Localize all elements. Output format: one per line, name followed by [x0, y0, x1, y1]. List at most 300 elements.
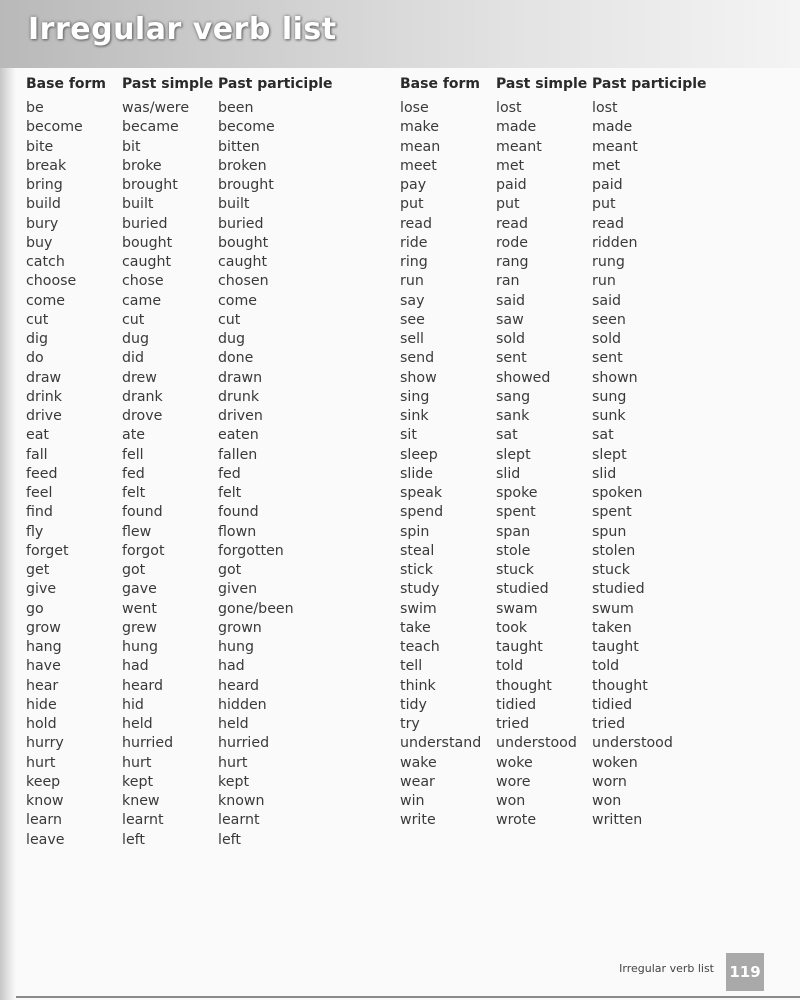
- past-simple-cell: became: [122, 119, 179, 136]
- base-form-cell: become: [26, 119, 83, 136]
- table-row: [26, 234, 328, 253]
- past-simple-cell: thought: [496, 677, 552, 694]
- past-participle-cell: come: [218, 292, 258, 309]
- base-form-cell: try: [400, 716, 420, 732]
- past-participle-cell: broken: [218, 157, 267, 174]
- past-simple-cell: tried: [496, 716, 530, 732]
- table-row: [26, 195, 328, 214]
- past-participle-cell: tried: [592, 716, 626, 732]
- past-participle-cell: stolen: [592, 542, 636, 559]
- past-simple-cell: spent: [496, 504, 536, 521]
- base-form-cell: build: [26, 196, 61, 213]
- base-form-cell: hide: [26, 696, 57, 713]
- past-participle-cell: done: [218, 350, 254, 367]
- past-simple-cell: felt: [122, 485, 146, 501]
- past-participle-cell: written: [592, 812, 643, 829]
- table-row: [400, 388, 702, 407]
- past-simple-cell: bought: [122, 234, 173, 251]
- base-form-cell: bury: [26, 215, 59, 232]
- base-form-cell: pay: [400, 177, 427, 193]
- base-form-cell: sit: [400, 427, 417, 444]
- past-simple-cell: read: [496, 215, 528, 232]
- table-row: [400, 792, 702, 811]
- table-row: [26, 369, 328, 388]
- past-simple-cell: tidied: [496, 696, 537, 713]
- base-form-cell: hurry: [26, 735, 64, 752]
- past-participle-cell: grown: [218, 619, 262, 636]
- past-participle-cell: learnt: [218, 812, 260, 829]
- past-participle-cell: hurt: [218, 754, 248, 771]
- base-form-cell: think: [400, 677, 436, 694]
- past-participle-cell: driven: [218, 408, 263, 424]
- table-row: [26, 484, 328, 503]
- past-simple-cell: built: [122, 196, 154, 213]
- base-form-cell: catch: [26, 254, 65, 270]
- footer-label: Irregular verb list: [619, 962, 714, 975]
- base-form-cell: wake: [400, 754, 437, 771]
- past-participle-cell: put: [592, 196, 616, 213]
- base-form-cell: sing: [400, 388, 430, 405]
- past-simple-cell: sang: [496, 388, 531, 405]
- header-past-participle: Past participle: [592, 76, 707, 92]
- table-row: [26, 523, 328, 542]
- base-form-cell: tell: [400, 658, 423, 675]
- base-form-cell: make: [400, 119, 439, 136]
- past-simple-cell: woke: [496, 754, 533, 771]
- table-row: [26, 118, 328, 137]
- base-form-cell: tidy: [400, 696, 427, 713]
- past-simple-cell: swam: [496, 600, 538, 617]
- past-participle-cell: lost: [592, 100, 618, 116]
- past-simple-cell: won: [496, 793, 526, 809]
- past-simple-cell: knew: [122, 793, 160, 809]
- table-row: [400, 311, 702, 330]
- header-past-simple: Past simple: [122, 76, 214, 92]
- past-simple-cell: found: [122, 504, 163, 521]
- table-row: [400, 446, 702, 465]
- table-row: [400, 234, 702, 253]
- base-form-cell: wear: [400, 773, 435, 790]
- past-simple-cell: wore: [496, 773, 531, 790]
- past-simple-cell: drew: [122, 369, 157, 386]
- base-form-cell: take: [400, 619, 431, 636]
- past-simple-cell: forgot: [122, 542, 165, 559]
- past-participle-cell: sunk: [592, 408, 626, 424]
- table-row: [26, 600, 328, 619]
- past-simple-cell: rode: [496, 234, 528, 251]
- table-row: [26, 542, 328, 561]
- past-simple-cell: stole: [496, 542, 531, 559]
- table-row: [400, 330, 702, 349]
- past-simple-cell: sold: [496, 331, 526, 347]
- base-form-cell: leave: [26, 831, 65, 848]
- past-participle-cell: hung: [218, 639, 254, 655]
- base-form-cell: see: [400, 311, 425, 328]
- base-form-cell: hold: [26, 716, 57, 732]
- past-simple-cell: spoke: [496, 485, 538, 501]
- table-row: [26, 580, 328, 599]
- table-row: [26, 176, 328, 195]
- base-form-cell: spend: [400, 504, 444, 521]
- table-row: [400, 253, 702, 272]
- past-participle-cell: worn: [592, 773, 627, 790]
- past-participle-cell: eaten: [218, 427, 259, 444]
- table-row: [400, 657, 702, 676]
- past-simple-cell: had: [122, 658, 149, 675]
- past-participle-cell: taken: [592, 619, 632, 636]
- past-participle-cell: had: [218, 658, 245, 675]
- past-simple-cell: heard: [122, 677, 164, 694]
- base-form-cell: grow: [26, 619, 61, 636]
- past-simple-cell: hung: [122, 639, 158, 655]
- past-participle-cell: left: [218, 831, 241, 848]
- base-form-cell: feed: [26, 465, 58, 482]
- base-form-cell: come: [26, 292, 66, 309]
- base-form-cell: write: [400, 812, 436, 829]
- past-participle-cell: seen: [592, 311, 626, 328]
- base-form-cell: read: [400, 215, 432, 232]
- past-simple-cell: fell: [122, 446, 144, 463]
- table-row: [26, 657, 328, 676]
- table-row: [400, 407, 702, 426]
- past-participle-cell: known: [218, 793, 265, 809]
- past-simple-cell: kept: [122, 773, 154, 790]
- verb-table-right: [400, 76, 707, 831]
- table-row: [400, 638, 702, 657]
- past-simple-cell: said: [496, 292, 526, 309]
- table-row: [26, 272, 328, 291]
- past-simple-cell: saw: [496, 311, 524, 328]
- table-body: [26, 99, 328, 850]
- past-simple-cell: learnt: [122, 812, 164, 829]
- base-form-cell: mean: [400, 138, 441, 155]
- table-row: [26, 638, 328, 657]
- table-row: [400, 715, 702, 734]
- past-participle-cell: ridden: [592, 234, 638, 251]
- past-simple-cell: showed: [496, 369, 551, 386]
- past-participle-cell: run: [592, 273, 616, 290]
- base-form-cell: fall: [26, 446, 48, 463]
- base-form-cell: have: [26, 658, 61, 675]
- past-participle-cell: paid: [592, 177, 623, 193]
- past-participle-cell: fallen: [218, 446, 258, 463]
- past-simple-cell: cut: [122, 311, 145, 328]
- past-participle-cell: become: [218, 119, 275, 136]
- past-participle-cell: heard: [218, 677, 260, 694]
- base-form-cell: forget: [26, 542, 69, 559]
- past-participle-cell: bitten: [218, 138, 260, 155]
- base-form-cell: win: [400, 793, 425, 809]
- past-participle-cell: spun: [592, 523, 627, 540]
- header-past-simple: Past simple: [496, 76, 588, 92]
- base-form-cell: send: [400, 350, 435, 367]
- table-row: [26, 349, 328, 368]
- table-row: [400, 465, 702, 484]
- base-form-cell: understand: [400, 735, 482, 752]
- table-row: [400, 523, 702, 542]
- base-form-cell: drink: [26, 388, 62, 405]
- base-form-cell: sink: [400, 408, 429, 424]
- base-form-cell: get: [26, 562, 50, 578]
- table-row: [400, 734, 702, 753]
- past-participle-cell: meant: [592, 138, 638, 155]
- past-simple-cell: ran: [496, 273, 520, 290]
- table-row: [26, 157, 328, 176]
- past-participle-cell: shown: [592, 369, 638, 386]
- past-simple-cell: sank: [496, 408, 530, 424]
- past-simple-cell: was/were: [122, 100, 190, 116]
- past-participle-cell: made: [592, 119, 633, 136]
- past-participle-cell: rung: [592, 254, 625, 270]
- base-form-cell: swim: [400, 600, 437, 617]
- past-participle-cell: swum: [592, 600, 634, 617]
- table-row: [400, 176, 702, 195]
- past-participle-cell: bought: [218, 234, 269, 251]
- past-participle-cell: drunk: [218, 388, 260, 405]
- past-simple-cell: made: [496, 119, 537, 136]
- base-form-cell: know: [26, 793, 64, 809]
- past-simple-cell: fed: [122, 465, 145, 482]
- table-row: [400, 484, 702, 503]
- past-simple-cell: brought: [122, 177, 178, 193]
- past-simple-cell: meant: [496, 138, 542, 155]
- table-row: [400, 503, 702, 522]
- table-row: [400, 195, 702, 214]
- table-row: [400, 561, 702, 580]
- past-participle-cell: taught: [592, 639, 639, 655]
- base-form-cell: break: [26, 157, 67, 174]
- past-simple-cell: put: [496, 196, 520, 213]
- table-row: [26, 773, 328, 792]
- base-form-cell: drive: [26, 408, 62, 424]
- table-row: [26, 292, 328, 311]
- table-row: [400, 542, 702, 561]
- base-form-cell: sleep: [400, 446, 438, 463]
- past-simple-cell: took: [496, 619, 528, 636]
- past-simple-cell: left: [122, 831, 145, 848]
- base-form-cell: do: [26, 350, 44, 367]
- past-participle-cell: thought: [592, 677, 648, 694]
- base-form-cell: spin: [400, 523, 430, 540]
- past-participle-cell: been: [218, 100, 254, 116]
- base-form-cell: choose: [26, 273, 77, 290]
- past-participle-cell: got: [218, 562, 242, 578]
- table-row: [26, 677, 328, 696]
- past-simple-cell: flew: [122, 523, 152, 540]
- past-simple-cell: slid: [496, 465, 521, 482]
- past-simple-cell: slept: [496, 446, 531, 463]
- past-participle-cell: slept: [592, 446, 627, 463]
- past-participle-cell: sold: [592, 331, 622, 347]
- past-simple-cell: chose: [122, 273, 164, 290]
- table-row: [26, 99, 328, 118]
- past-simple-cell: studied: [496, 581, 549, 598]
- past-simple-cell: lost: [496, 100, 522, 116]
- base-form-cell: slide: [400, 465, 434, 482]
- past-simple-cell: wrote: [496, 812, 537, 829]
- past-simple-cell: dug: [122, 331, 150, 347]
- table-row: [400, 215, 702, 234]
- base-form-cell: bring: [26, 177, 63, 193]
- past-participle-cell: fed: [218, 465, 241, 482]
- past-participle-cell: sung: [592, 388, 627, 405]
- past-simple-cell: span: [496, 523, 531, 540]
- table-row: [26, 446, 328, 465]
- base-form-cell: steal: [400, 542, 435, 559]
- past-participle-cell: studied: [592, 581, 645, 598]
- past-participle-cell: sat: [592, 427, 614, 444]
- page-number: 119: [726, 953, 764, 991]
- table-row: [26, 696, 328, 715]
- base-form-cell: eat: [26, 427, 49, 444]
- base-form-cell: speak: [400, 485, 443, 501]
- table-row: [400, 426, 702, 445]
- past-simple-cell: drank: [122, 388, 163, 405]
- table-row: [400, 292, 702, 311]
- base-form-cell: cut: [26, 311, 49, 328]
- past-participle-cell: found: [218, 504, 259, 521]
- table-row: [26, 215, 328, 234]
- base-form-cell: meet: [400, 157, 437, 174]
- table-row: [26, 426, 328, 445]
- past-participle-cell: understood: [592, 735, 673, 752]
- past-simple-cell: stuck: [496, 562, 534, 578]
- past-participle-cell: flown: [218, 523, 257, 540]
- table-row: [400, 619, 702, 638]
- base-form-cell: teach: [400, 639, 440, 655]
- table-row: [400, 349, 702, 368]
- past-participle-cell: met: [592, 157, 621, 174]
- base-form-cell: give: [26, 581, 57, 598]
- table-row: [400, 600, 702, 619]
- past-simple-cell: caught: [122, 254, 172, 270]
- past-simple-cell: taught: [496, 639, 543, 655]
- base-form-cell: draw: [26, 369, 62, 386]
- base-form-cell: sell: [400, 331, 425, 347]
- past-simple-cell: hurt: [122, 754, 152, 771]
- past-simple-cell: met: [496, 157, 525, 174]
- past-simple-cell: did: [122, 350, 144, 367]
- table-row: [400, 118, 702, 137]
- table-row: [26, 619, 328, 638]
- table-row: [26, 831, 328, 850]
- base-form-cell: find: [26, 504, 53, 521]
- verb-table-left: [26, 76, 333, 850]
- past-participle-cell: cut: [218, 311, 241, 328]
- past-simple-cell: buried: [122, 215, 168, 232]
- past-participle-cell: said: [592, 292, 622, 309]
- table-row: [400, 580, 702, 599]
- base-form-cell: dig: [26, 331, 48, 347]
- past-participle-cell: buried: [218, 215, 264, 232]
- past-simple-cell: got: [122, 562, 146, 578]
- past-participle-cell: hidden: [218, 696, 267, 713]
- header-base-form: Base form: [26, 76, 107, 92]
- table-row: [26, 734, 328, 753]
- past-participle-cell: spent: [592, 504, 632, 521]
- base-form-cell: run: [400, 273, 424, 290]
- past-participle-cell: sent: [592, 350, 623, 367]
- base-form-cell: learn: [26, 812, 62, 829]
- past-simple-cell: rang: [496, 254, 529, 270]
- table-row: [400, 811, 702, 830]
- past-participle-cell: held: [218, 716, 249, 732]
- past-participle-cell: drawn: [218, 369, 263, 386]
- table-row: [26, 311, 328, 330]
- base-form-cell: fly: [26, 523, 44, 540]
- past-simple-cell: hurried: [122, 735, 174, 752]
- base-form-cell: ring: [400, 254, 428, 270]
- past-simple-cell: hid: [122, 696, 144, 713]
- table-row: [400, 272, 702, 291]
- past-simple-cell: grew: [122, 619, 157, 636]
- past-participle-cell: built: [218, 196, 250, 213]
- past-simple-cell: went: [122, 600, 157, 617]
- table-row: [26, 811, 328, 830]
- base-form-cell: hang: [26, 639, 62, 655]
- table-row: [26, 792, 328, 811]
- past-simple-cell: sent: [496, 350, 527, 367]
- table-row: [400, 138, 702, 157]
- header-past-participle: Past participle: [218, 76, 333, 92]
- base-form-cell: keep: [26, 773, 61, 790]
- header-base-form: Base form: [400, 76, 481, 92]
- past-participle-cell: spoken: [592, 485, 643, 501]
- table-row: [26, 388, 328, 407]
- past-participle-cell: dug: [218, 331, 246, 347]
- table-row: [26, 253, 328, 272]
- table-body: [400, 99, 702, 831]
- past-participle-cell: felt: [218, 485, 242, 501]
- past-participle-cell: kept: [218, 773, 250, 790]
- table-header: [400, 76, 707, 96]
- base-form-cell: stick: [400, 562, 433, 578]
- past-simple-cell: sat: [496, 427, 518, 444]
- base-form-cell: show: [400, 369, 437, 386]
- table-row: [26, 754, 328, 773]
- table-row: [26, 138, 328, 157]
- past-participle-cell: read: [592, 215, 624, 232]
- past-participle-cell: chosen: [218, 273, 269, 290]
- past-simple-cell: understood: [496, 735, 577, 752]
- past-simple-cell: paid: [496, 177, 527, 193]
- base-form-cell: bite: [26, 138, 54, 155]
- table-row: [400, 157, 702, 176]
- past-participle-cell: won: [592, 793, 622, 809]
- table-row: [400, 773, 702, 792]
- page-title: Irregular verb list: [28, 12, 337, 47]
- table-row: [400, 99, 702, 118]
- table-row: [26, 407, 328, 426]
- base-form-cell: lose: [400, 100, 429, 116]
- base-form-cell: be: [26, 100, 44, 116]
- table-row: [26, 465, 328, 484]
- title-banner: [0, 0, 800, 68]
- base-form-cell: study: [400, 581, 440, 598]
- past-participle-cell: stuck: [592, 562, 630, 578]
- page-spine-shadow: [0, 0, 16, 1000]
- table-row: [400, 369, 702, 388]
- table-row: [26, 561, 328, 580]
- past-simple-cell: gave: [122, 581, 157, 598]
- past-simple-cell: ate: [122, 427, 145, 444]
- base-form-cell: say: [400, 292, 425, 309]
- table-row: [26, 715, 328, 734]
- bottom-divider: [16, 996, 800, 998]
- past-participle-cell: hurried: [218, 735, 270, 752]
- table-row: [400, 696, 702, 715]
- past-participle-cell: tidied: [592, 696, 633, 713]
